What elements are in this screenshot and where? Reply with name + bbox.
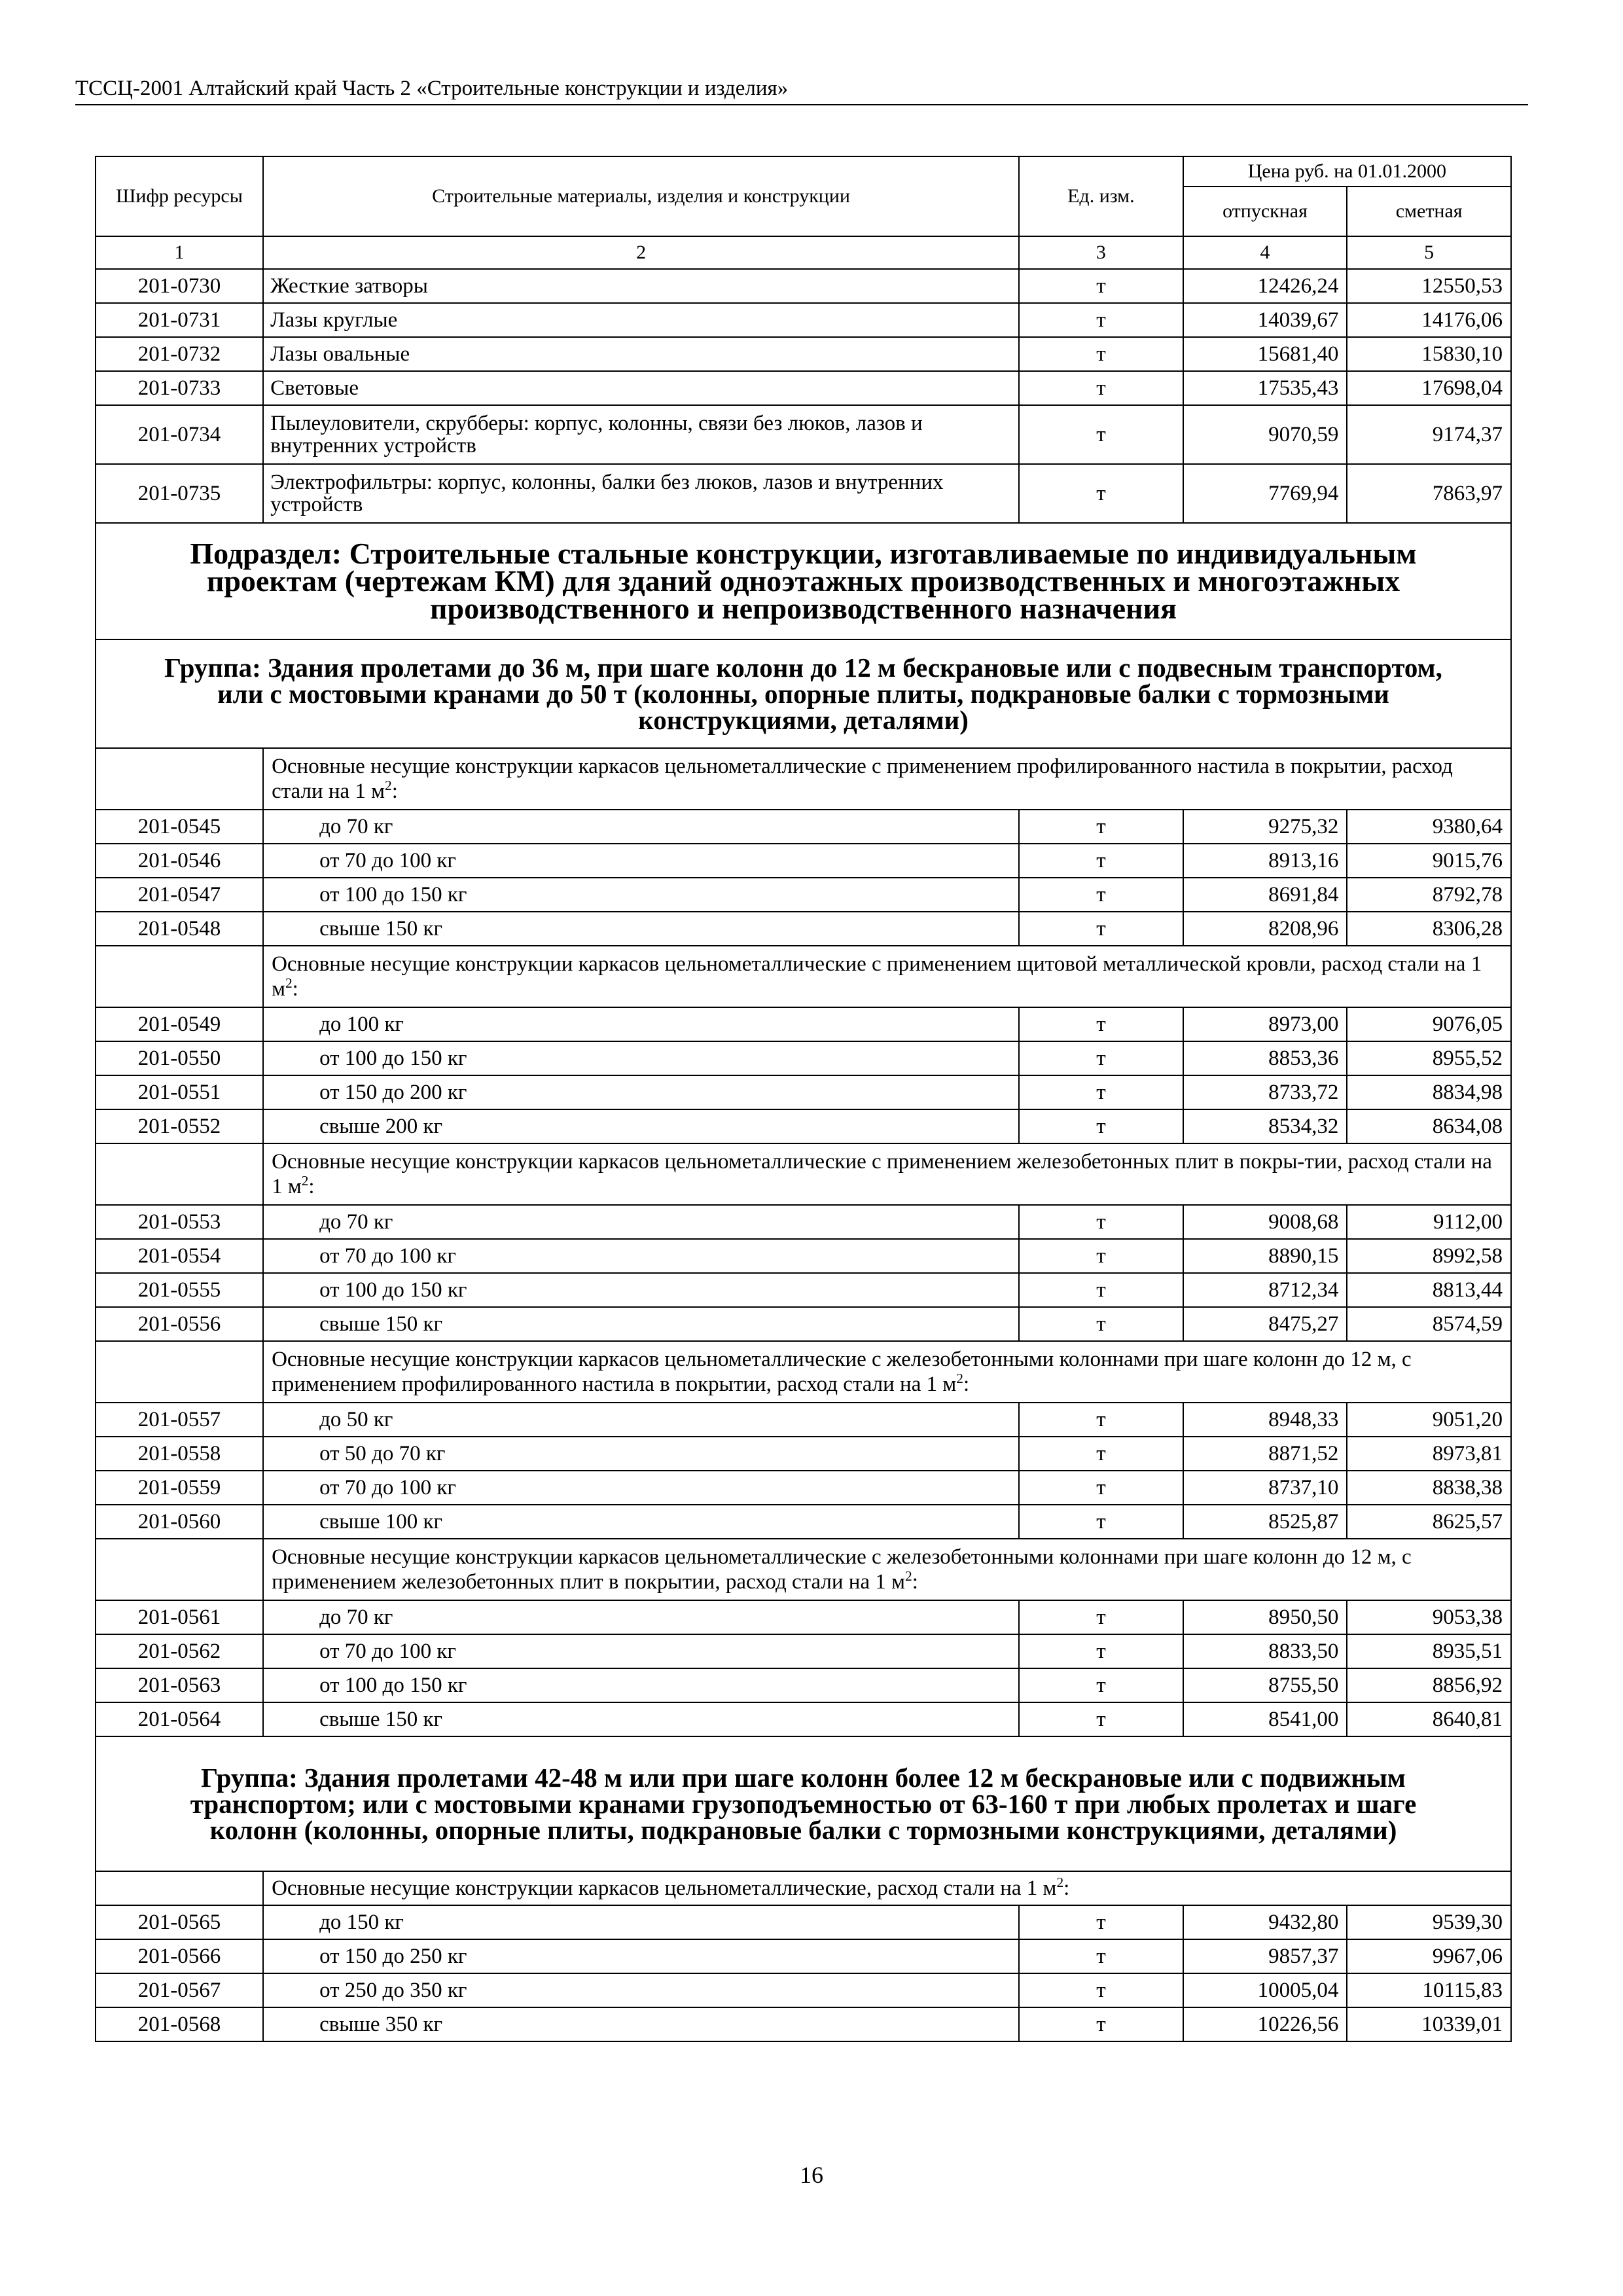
- table-row: [96, 303, 1511, 337]
- release-price: 8737,10: [1183, 1471, 1347, 1505]
- resource-name: от 150 до 250 кг: [263, 1939, 1019, 1973]
- unit: т: [1019, 464, 1183, 523]
- resource-name: Пылеуловители, скрубберы: корпус, колонны, связи без люков, лазов и внутренних устройств: [263, 405, 1019, 464]
- resource-name: от 100 до 150 кг: [263, 1668, 1019, 1702]
- release-price: 17535,43: [1183, 371, 1347, 405]
- release-price: 8475,27: [1183, 1307, 1347, 1341]
- unit: т: [1019, 1505, 1183, 1539]
- resource-code: 201-0563: [96, 1668, 263, 1702]
- resource-code: 201-0568: [96, 2007, 263, 2041]
- release-price: 8973,00: [1183, 1007, 1347, 1041]
- block-intro-row: [96, 1143, 1511, 1205]
- resource-code: 201-0550: [96, 1041, 263, 1075]
- resource-name: Электрофильтры: корпус, колонны, балки без люков, лазов и внутренних устройств: [263, 464, 1019, 523]
- table-row: [96, 405, 1511, 464]
- table-row: [96, 1273, 1511, 1307]
- table-row: [96, 1505, 1511, 1539]
- resource-name: от 70 до 100 кг: [263, 1471, 1019, 1505]
- resource-code: 201-0566: [96, 1939, 263, 1973]
- release-price: 8950,50: [1183, 1600, 1347, 1634]
- block-intro-colon: :: [1063, 1876, 1070, 1900]
- resource-code: 201-0556: [96, 1307, 263, 1341]
- resource-code: 201-0546: [96, 844, 263, 878]
- resource-code: 201-0564: [96, 1702, 263, 1736]
- table-row: [96, 1939, 1511, 1973]
- estimate-price: 8856,92: [1347, 1668, 1511, 1702]
- resource-code: 201-0551: [96, 1075, 263, 1109]
- resource-name: до 70 кг: [263, 1600, 1019, 1634]
- release-price: 14039,67: [1183, 303, 1347, 337]
- unit: т: [1019, 1307, 1183, 1341]
- table-row: [96, 2007, 1511, 2041]
- block-intro-row: [96, 1539, 1511, 1600]
- release-price: 10226,56: [1183, 2007, 1347, 2041]
- release-price: 8755,50: [1183, 1668, 1347, 1702]
- column-number-row: [96, 236, 1511, 269]
- estimate-price: 9539,30: [1347, 1905, 1511, 1939]
- estimate-price: 8792,78: [1347, 878, 1511, 912]
- estimate-price: 10115,83: [1347, 1973, 1511, 2007]
- unit: т: [1019, 1668, 1183, 1702]
- unit: т: [1019, 1041, 1183, 1075]
- estimate-price: 9076,05: [1347, 1007, 1511, 1041]
- table-row: [96, 1702, 1511, 1736]
- resource-code: 201-0734: [96, 405, 263, 464]
- block-intro-spacer: [96, 1539, 263, 1600]
- table-row: [96, 1437, 1511, 1471]
- resource-name: от 100 до 150 кг: [263, 878, 1019, 912]
- estimate-price: 8634,08: [1347, 1109, 1511, 1143]
- estimate-price: 8935,51: [1347, 1634, 1511, 1668]
- resource-name: свыше 150 кг: [263, 1307, 1019, 1341]
- subsection-title: Подраздел: Строительные стальные конструкции, изготавливаемые по индивидуальным проектам (чертежам КМ) для зданий одноэтажных производственных и многоэтажных производственного и непроизводственного назначения: [96, 523, 1511, 639]
- release-price: 9275,32: [1183, 810, 1347, 844]
- unit: т: [1019, 878, 1183, 912]
- resource-name: свыше 150 кг: [263, 1702, 1019, 1736]
- block-intro-text: Основные несущие конструкции каркасов цельнометаллические с применением железобетонных плит в покры-тии, расход стали на 1 м: [272, 1150, 1492, 1198]
- estimate-price: 17698,04: [1347, 371, 1511, 405]
- unit: т: [1019, 1437, 1183, 1471]
- unit: т: [1019, 1702, 1183, 1736]
- release-price: 8913,16: [1183, 844, 1347, 878]
- block-intro-row: [96, 946, 1511, 1007]
- column-header-code: Шифр ресурсы: [96, 156, 263, 236]
- estimate-price: 8306,28: [1347, 912, 1511, 946]
- release-price: 8833,50: [1183, 1634, 1347, 1668]
- release-price: 12426,24: [1183, 269, 1347, 303]
- resource-name: от 70 до 100 кг: [263, 844, 1019, 878]
- estimate-price: 9015,76: [1347, 844, 1511, 878]
- resource-name: до 70 кг: [263, 810, 1019, 844]
- table-row: [96, 1205, 1511, 1239]
- estimate-price: 8625,57: [1347, 1505, 1511, 1539]
- table-row: [96, 1600, 1511, 1634]
- table-row: [96, 912, 1511, 946]
- release-price: 9008,68: [1183, 1205, 1347, 1239]
- release-price: 8733,72: [1183, 1075, 1347, 1109]
- column-header-estimate-price: сметная: [1347, 187, 1511, 236]
- release-price: 8948,33: [1183, 1403, 1347, 1437]
- block-intro-row: [96, 1871, 1511, 1905]
- unit: т: [1019, 1905, 1183, 1939]
- release-price: 8525,87: [1183, 1505, 1347, 1539]
- release-price: 7769,94: [1183, 464, 1347, 523]
- release-price: 8534,32: [1183, 1109, 1347, 1143]
- release-price: 8853,36: [1183, 1041, 1347, 1075]
- resource-code: 201-0545: [96, 810, 263, 844]
- resource-code: 201-0730: [96, 269, 263, 303]
- unit: т: [1019, 1205, 1183, 1239]
- table-row: [96, 337, 1511, 371]
- table-row: [96, 1634, 1511, 1668]
- block-intro-spacer: [96, 1871, 263, 1905]
- column-number: 3: [1019, 236, 1183, 269]
- resource-code: 201-0732: [96, 337, 263, 371]
- resource-code: 201-0554: [96, 1239, 263, 1273]
- resource-name: свыше 200 кг: [263, 1109, 1019, 1143]
- column-number: 5: [1347, 236, 1511, 269]
- block-intro-colon: :: [308, 1175, 315, 1198]
- resource-name: свыше 150 кг: [263, 912, 1019, 946]
- estimate-price: 7863,97: [1347, 464, 1511, 523]
- unit: т: [1019, 1239, 1183, 1273]
- resource-code: 201-0548: [96, 912, 263, 946]
- column-number: 2: [263, 236, 1019, 269]
- release-price: 9432,80: [1183, 1905, 1347, 1939]
- resource-name: от 100 до 150 кг: [263, 1041, 1019, 1075]
- table-row: [96, 371, 1511, 405]
- group-row: [96, 1736, 1511, 1871]
- resource-name: от 70 до 100 кг: [263, 1239, 1019, 1273]
- group-row: [96, 639, 1511, 748]
- estimate-price: 9174,37: [1347, 405, 1511, 464]
- table-row: [96, 1109, 1511, 1143]
- block-intro-spacer: [96, 946, 263, 1007]
- release-price: 8691,84: [1183, 878, 1347, 912]
- estimate-price: 9380,64: [1347, 810, 1511, 844]
- table-row: [96, 1973, 1511, 2007]
- block-intro-colon: :: [391, 780, 398, 803]
- table-body: [96, 236, 1511, 2041]
- table-row: [96, 464, 1511, 523]
- release-price: 10005,04: [1183, 1973, 1347, 2007]
- unit: т: [1019, 1471, 1183, 1505]
- unit: т: [1019, 1973, 1183, 2007]
- release-price: 8712,34: [1183, 1273, 1347, 1307]
- block-intro-text: Основные несущие конструкции каркасов цельнометаллические с железобетонными колоннами при шаге колонн до 12 м, с применением профилированного настила в покрытии, расход стали на 1 м: [272, 1348, 1412, 1396]
- unit: т: [1019, 269, 1183, 303]
- block-intro-row: [96, 748, 1511, 810]
- resource-code: 201-0562: [96, 1634, 263, 1668]
- resource-name: свыше 100 кг: [263, 1505, 1019, 1539]
- unit: т: [1019, 1939, 1183, 1973]
- estimate-price: 8955,52: [1347, 1041, 1511, 1075]
- resource-code: 201-0555: [96, 1273, 263, 1307]
- table-row: [96, 1668, 1511, 1702]
- unit: т: [1019, 844, 1183, 878]
- column-number: 4: [1183, 236, 1347, 269]
- block-intro: Основные несущие конструкции каркасов цельнометаллические с железобетонными колоннами при шаге колонн до 12 м, с применением железобетонных плит в покрытии, расход стали на 1 $м^2$:: [263, 1539, 1511, 1600]
- resource-code: 201-0567: [96, 1973, 263, 2007]
- block-intro-colon: :: [912, 1570, 918, 1594]
- table-row: [96, 1471, 1511, 1505]
- resource-name: Лазы круглые: [263, 303, 1019, 337]
- page-number: 16: [800, 2162, 823, 2188]
- block-intro-text: Основные несущие конструкции каркасов цельнометаллические, расход стали на 1 м: [272, 1876, 1057, 1900]
- resource-code: 201-0557: [96, 1403, 263, 1437]
- table-row: [96, 844, 1511, 878]
- release-price: 15681,40: [1183, 337, 1347, 371]
- estimate-price: 15830,10: [1347, 337, 1511, 371]
- estimate-price: 9967,06: [1347, 1939, 1511, 1973]
- unit: т: [1019, 337, 1183, 371]
- price-table: [95, 156, 1512, 2042]
- block-intro-text: Основные несущие конструкции каркасов цельнометаллические с применением щитовой металлической кровли, расход стали на 1 м: [272, 952, 1482, 1001]
- group-title: Группа: Здания пролетами 42-48 м или при шаге колонн более 12 м бескрановые или с подвижным транспортом; или с мостовыми кранами грузоподъемностью от 63-160 т при любых пролетах и шаге колонн (колонны, опорные плиты, подкрановые балки с тормозными конструкциями, деталями): [96, 1736, 1511, 1871]
- unit: т: [1019, 912, 1183, 946]
- unit: т: [1019, 371, 1183, 405]
- column-header-unit: Ед. изм.: [1019, 156, 1183, 236]
- resource-name: до 70 кг: [263, 1205, 1019, 1239]
- block-intro-text: Основные несущие конструкции каркасов цельнометаллические с применением профилированного настила в покрытии, расход стали на 1 м: [272, 755, 1453, 803]
- unit: т: [1019, 1109, 1183, 1143]
- resource-code: 201-0558: [96, 1437, 263, 1471]
- unit: т: [1019, 1403, 1183, 1437]
- table-row: [96, 1403, 1511, 1437]
- running-header: ТССЦ-2001 Алтайский край Часть 2 «Строительные конструкции и изделия»: [75, 75, 1528, 105]
- release-price: 9070,59: [1183, 405, 1347, 464]
- estimate-price: 14176,06: [1347, 303, 1511, 337]
- estimate-price: 8813,44: [1347, 1273, 1511, 1307]
- subsection-row: [96, 523, 1511, 639]
- table-row: [96, 810, 1511, 844]
- unit: т: [1019, 303, 1183, 337]
- table-row: [96, 269, 1511, 303]
- table-row: [96, 1075, 1511, 1109]
- estimate-price: 9053,38: [1347, 1600, 1511, 1634]
- table-row: [96, 1239, 1511, 1273]
- release-price: 9857,37: [1183, 1939, 1347, 1973]
- estimate-price: 12550,53: [1347, 269, 1511, 303]
- release-price: 8541,00: [1183, 1702, 1347, 1736]
- estimate-price: 8992,58: [1347, 1239, 1511, 1273]
- resource-name: до 150 кг: [263, 1905, 1019, 1939]
- release-price: 8208,96: [1183, 912, 1347, 946]
- unit: т: [1019, 810, 1183, 844]
- resource-code: 201-0560: [96, 1505, 263, 1539]
- resource-code: 201-0733: [96, 371, 263, 405]
- block-intro: Основные несущие конструкции каркасов цельнометаллические с железобетонными колоннами при шаге колонн до 12 м, с применением профилированного настила в покрытии, расход стали на 1 $м^2$:: [263, 1341, 1511, 1403]
- block-intro: Основные несущие конструкции каркасов цельнометаллические, расход стали на 1 $м^2$:: [263, 1871, 1511, 1905]
- resource-code: 201-0547: [96, 878, 263, 912]
- resource-name: до 50 кг: [263, 1403, 1019, 1437]
- estimate-price: 9051,20: [1347, 1403, 1511, 1437]
- table-row: [96, 1905, 1511, 1939]
- resource-code: 201-0553: [96, 1205, 263, 1239]
- resource-name: от 70 до 100 кг: [263, 1634, 1019, 1668]
- release-price: 8871,52: [1183, 1437, 1347, 1471]
- table-header: [96, 156, 1511, 236]
- unit: т: [1019, 405, 1183, 464]
- unit: т: [1019, 1075, 1183, 1109]
- block-intro-text: Основные несущие конструкции каркасов цельнометаллические с железобетонными колоннами при шаге колонн до 12 м, с применением железобетонных плит в покрытии, расход стали на 1 м: [272, 1545, 1412, 1594]
- estimate-price: 8574,59: [1347, 1307, 1511, 1341]
- resource-name: Жесткие затворы: [263, 269, 1019, 303]
- resource-code: 201-0565: [96, 1905, 263, 1939]
- block-intro-row: [96, 1341, 1511, 1403]
- group-title: Группа: Здания пролетами до 36 м, при шаге колонн до 12 м бескрановые или с подвесным транспортом, или с мостовыми кранами до 50 т (колонны, опорные плиты, подкрановые балки с тормозными конструкциями, деталями): [96, 639, 1511, 748]
- estimate-price: 8973,81: [1347, 1437, 1511, 1471]
- resource-name: от 50 до 70 кг: [263, 1437, 1019, 1471]
- estimate-price: 9112,00: [1347, 1205, 1511, 1239]
- resource-code: 201-0559: [96, 1471, 263, 1505]
- release-price: 8890,15: [1183, 1239, 1347, 1273]
- unit: т: [1019, 2007, 1183, 2041]
- column-header-release-price: отпускная: [1183, 187, 1347, 236]
- resource-name: от 100 до 150 кг: [263, 1273, 1019, 1307]
- block-intro-spacer: [96, 1143, 263, 1205]
- block-intro-colon: :: [292, 977, 298, 1001]
- resource-name: Лазы овальные: [263, 337, 1019, 371]
- resource-name: до 100 кг: [263, 1007, 1019, 1041]
- estimate-price: 8838,38: [1347, 1471, 1511, 1505]
- resource-name: от 250 до 350 кг: [263, 1973, 1019, 2007]
- resource-name: Световые: [263, 371, 1019, 405]
- table-row: [96, 878, 1511, 912]
- block-intro-spacer: [96, 748, 263, 810]
- resource-name: от 150 до 200 кг: [263, 1075, 1019, 1109]
- unit: т: [1019, 1007, 1183, 1041]
- block-intro: Основные несущие конструкции каркасов цельнометаллические с применением щитовой металлической кровли, расход стали на 1 $м^2$:: [263, 946, 1511, 1007]
- unit: т: [1019, 1273, 1183, 1307]
- estimate-price: 8834,98: [1347, 1075, 1511, 1109]
- resource-code: 201-0735: [96, 464, 263, 523]
- resource-code: 201-0561: [96, 1600, 263, 1634]
- block-intro: Основные несущие конструкции каркасов цельнометаллические с применением железобетонных плит в покры-тии, расход стали на 1 $м^2$:: [263, 1143, 1511, 1205]
- estimate-price: 10339,01: [1347, 2007, 1511, 2041]
- estimate-price: 8640,81: [1347, 1702, 1511, 1736]
- block-intro-spacer: [96, 1341, 263, 1403]
- block-intro: Основные несущие конструкции каркасов цельнометаллические с применением профилированного настила в покрытии, расход стали на 1 $м^2$:: [263, 748, 1511, 810]
- column-number: 1: [96, 236, 263, 269]
- column-header-price-group: Цена руб. на 01.01.2000: [1183, 156, 1511, 187]
- resource-code: 201-0549: [96, 1007, 263, 1041]
- table-row: [96, 1007, 1511, 1041]
- resource-code: 201-0731: [96, 303, 263, 337]
- unit: т: [1019, 1600, 1183, 1634]
- resource-name: свыше 350 кг: [263, 2007, 1019, 2041]
- unit: т: [1019, 1634, 1183, 1668]
- resource-code: 201-0552: [96, 1109, 263, 1143]
- block-intro-colon: :: [963, 1372, 970, 1396]
- column-header-name: Строительные материалы, изделия и конструкции: [263, 156, 1019, 236]
- table-row: [96, 1307, 1511, 1341]
- table-row: [96, 1041, 1511, 1075]
